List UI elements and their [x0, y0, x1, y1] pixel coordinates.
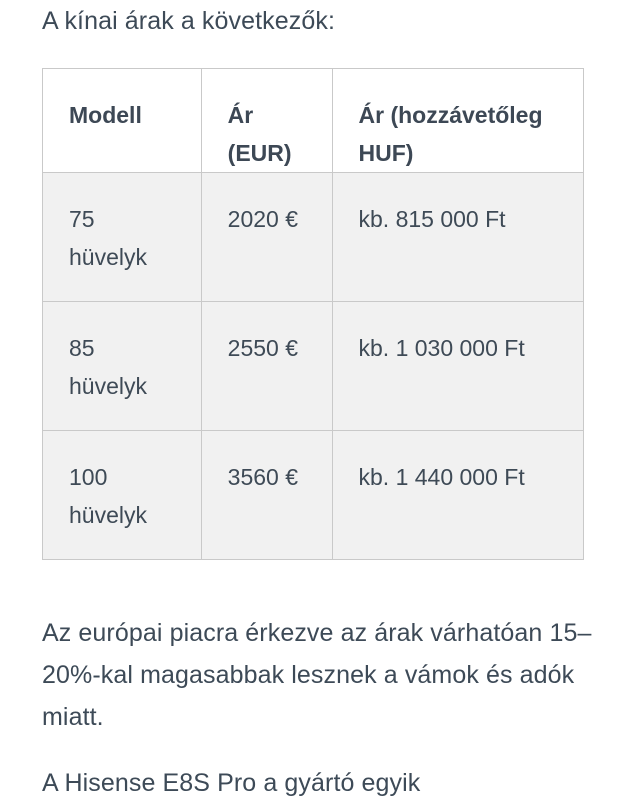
cell-model: 75 hüvelyk — [43, 173, 202, 302]
cell-price-eur: 2020 € — [201, 173, 332, 302]
cell-price-huf: kb. 1 440 000 Ft — [332, 431, 584, 560]
cell-price-huf: kb. 815 000 Ft — [332, 173, 584, 302]
note-paragraph: Az európai piacra érkezve az árak várhatóan 15–20%-kal magasabbak lesznek a vámok és adók miatt. — [42, 619, 592, 731]
cell-model: 85 hüvelyk — [43, 302, 202, 431]
continuation-paragraph: A Hisense E8S Pro a gyártó egyik — [42, 769, 421, 797]
header-price-huf: Ár (hozzávetőleg HUF) — [332, 69, 584, 173]
intro-paragraph: A kínai árak a következők: — [42, 7, 336, 35]
table-row — [43, 173, 584, 302]
header-model: Modell — [43, 69, 202, 173]
header-price-eur: Ár (EUR) — [201, 69, 332, 173]
table-row — [43, 302, 584, 431]
cell-price-eur: 2550 € — [201, 302, 332, 431]
cell-price-eur: 3560 € — [201, 431, 332, 560]
cell-price-huf: kb. 1 030 000 Ft — [332, 302, 584, 431]
table-header-row — [43, 69, 584, 173]
table-row — [43, 431, 584, 560]
cell-model: 100 hüvelyk — [43, 431, 202, 560]
price-table — [42, 68, 584, 560]
